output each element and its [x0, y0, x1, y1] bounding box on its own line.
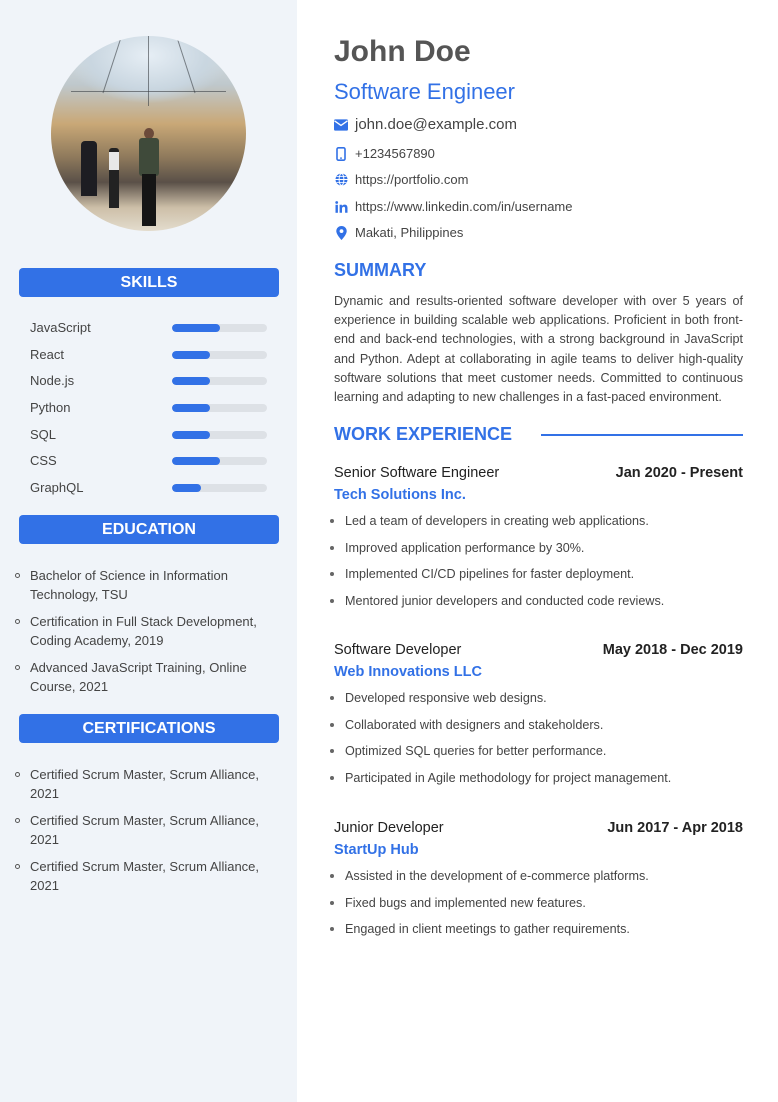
job-company: Web Innovations LLC [334, 664, 482, 680]
bullet-dot-icon [330, 927, 334, 931]
skill-bar-fill [172, 484, 201, 492]
skill-bar-fill [172, 324, 220, 332]
bullet-text: Led a team of developers in creating web applications. [345, 514, 649, 528]
circle-bullet-icon [15, 619, 20, 624]
bullet-dot-icon [330, 546, 334, 550]
skill-row [30, 449, 270, 476]
heading-divider [541, 434, 743, 436]
skill-row [30, 396, 270, 423]
bullet-text: Collaborated with designers and stakeholders. [345, 717, 604, 732]
skill-bar-fill [172, 404, 210, 412]
certification-item [14, 765, 274, 803]
envelope-icon [334, 118, 348, 132]
job-company: Tech Solutions Inc. [334, 487, 466, 503]
job-bullets [330, 868, 740, 948]
job-bullet [330, 690, 740, 717]
skill-bar-fill [172, 457, 220, 465]
skill-row [30, 369, 270, 396]
contact-email[interactable] [334, 116, 517, 133]
summary-text: Dynamic and results-oriented software developer with over 5 years of experience in building scalable web applications. Proficient in both front-end and back-end technologies, with a strong background in JavaScript and Python. Adept at collaborating in agile teams to deliver high-quality software solutions that meet customer needs. Committed to continuous learning and adapting to new challenges in a fast-paced environment. [334, 294, 743, 405]
skill-name: SQL [30, 426, 57, 442]
certifications-heading: CERTIFICATIONS [19, 714, 279, 743]
circle-bullet-icon [15, 665, 20, 670]
skill-bar-track [172, 457, 267, 465]
mobile-phone-icon [334, 147, 348, 161]
skill-name: React [30, 346, 64, 362]
bullet-dot-icon [330, 572, 334, 576]
contact-portfolio[interactable] [334, 172, 468, 187]
circle-bullet-icon [15, 573, 20, 578]
profile-photo [51, 36, 246, 231]
certifications-list [14, 765, 274, 903]
education-list [14, 566, 274, 704]
bullet-dot-icon [330, 874, 334, 878]
job-bullet [330, 770, 740, 797]
skill-name: Node.js [30, 373, 75, 389]
job-bullet [330, 868, 740, 895]
map-pin-icon [334, 226, 348, 240]
education-heading: EDUCATION [19, 515, 279, 544]
education-text: Advanced JavaScript Training, Online Course, 2021 [30, 660, 247, 694]
phone-text: +1234567890 [355, 146, 435, 161]
education-text: Bachelor of Science in Information Technology, TSU [30, 568, 228, 602]
skill-bar-fill [172, 431, 210, 439]
bullet-text: Fixed bugs and implemented new features. [345, 895, 586, 910]
bullet-dot-icon [330, 599, 334, 603]
job-company: StartUp Hub [334, 842, 419, 858]
bullet-text: Engaged in client meetings to gather requirements. [345, 922, 630, 936]
job-bullet [330, 593, 740, 620]
skill-bar-track [172, 431, 267, 439]
skill-name: GraphQL [30, 480, 84, 496]
skill-bar-fill [172, 377, 210, 385]
email-text: john.doe@example.com [355, 116, 517, 133]
job-dates: Jun 2017 - Apr 2018 [607, 820, 743, 836]
bullet-text: Mentored junior developers and conducted code reviews. [345, 593, 665, 608]
job-role: Junior Developer [334, 820, 444, 836]
certification-item [14, 857, 274, 895]
bullet-dot-icon [330, 723, 334, 727]
education-item [14, 612, 274, 650]
education-text: Certification in Full Stack Development, Coding Academy, 2019 [30, 614, 257, 648]
skill-row [30, 476, 270, 503]
job-role: Senior Software Engineer [334, 465, 500, 481]
bullet-text: Assisted in the development of e-commerce platforms. [345, 869, 649, 883]
education-item [14, 658, 274, 696]
bullet-text: Optimized SQL queries for better performance. [345, 744, 607, 758]
job-bullets [330, 513, 740, 619]
skill-bar-track [172, 404, 267, 412]
job-dates: May 2018 - Dec 2019 [602, 642, 743, 658]
skill-bar-track [172, 484, 267, 492]
job-bullet [330, 743, 740, 770]
sidebar [0, 0, 297, 1102]
bullet-text: Developed responsive web designs. [345, 691, 547, 705]
skills-heading: SKILLS [19, 268, 279, 297]
certification-text: Certified Scrum Master, Scrum Alliance, 2021 [30, 859, 260, 893]
bullet-dot-icon [330, 519, 334, 523]
job-bullets [330, 690, 740, 796]
contact-linkedin[interactable] [334, 199, 572, 214]
globe-icon [334, 173, 348, 187]
skills-list [30, 316, 270, 503]
bullet-text: Implemented CI/CD pipelines for faster deployment. [345, 567, 635, 581]
person-name: John Doe [334, 35, 471, 68]
bullet-dot-icon [330, 696, 334, 700]
skill-row [30, 423, 270, 450]
work-experience-heading: WORK EXPERIENCE [334, 424, 513, 444]
bullet-text: Participated in Agile methodology for project management. [345, 770, 672, 785]
linkedin-icon [334, 200, 348, 214]
bullet-dot-icon [330, 749, 334, 753]
skill-name: JavaScript [30, 320, 91, 335]
certification-text: Certified Scrum Master, Scrum Alliance, 2021 [30, 767, 260, 801]
certification-text: Certified Scrum Master, Scrum Alliance, 2021 [30, 813, 260, 847]
photo-subject [139, 128, 159, 228]
skill-name: CSS [30, 453, 57, 469]
job-bullet [330, 895, 740, 922]
job-bullet [330, 540, 740, 567]
contact-location [334, 225, 463, 240]
portfolio-link[interactable]: https://portfolio.com [355, 172, 469, 187]
skill-name: Python [30, 400, 71, 416]
job-bullet [330, 513, 740, 540]
job-role: Software Developer [334, 642, 462, 658]
education-item [14, 566, 274, 604]
circle-bullet-icon [15, 772, 20, 777]
job-bullet [330, 566, 740, 593]
circle-bullet-icon [15, 864, 20, 869]
location-text: Makati, Philippines [355, 225, 464, 240]
photo-figure [109, 148, 119, 208]
linkedin-link[interactable]: https://www.linkedin.com/in/username [355, 199, 573, 214]
job-bullet [330, 921, 740, 948]
skill-bar-track [172, 324, 267, 332]
job-bullet [330, 717, 740, 744]
summary-heading: SUMMARY [334, 260, 427, 280]
skill-row [30, 316, 270, 343]
skill-bar-track [172, 377, 267, 385]
job-title: Software Engineer [334, 79, 515, 104]
skill-bar-track [172, 351, 267, 359]
bullet-dot-icon [330, 776, 334, 780]
bullet-text: Improved application performance by 30%. [345, 540, 585, 555]
skill-bar-fill [172, 351, 210, 359]
contact-phone[interactable] [334, 146, 435, 161]
skill-row [30, 343, 270, 370]
photo-figure [81, 141, 97, 196]
job-dates: Jan 2020 - Present [615, 465, 743, 481]
bullet-dot-icon [330, 901, 334, 905]
circle-bullet-icon [15, 818, 20, 823]
certification-item [14, 811, 274, 849]
